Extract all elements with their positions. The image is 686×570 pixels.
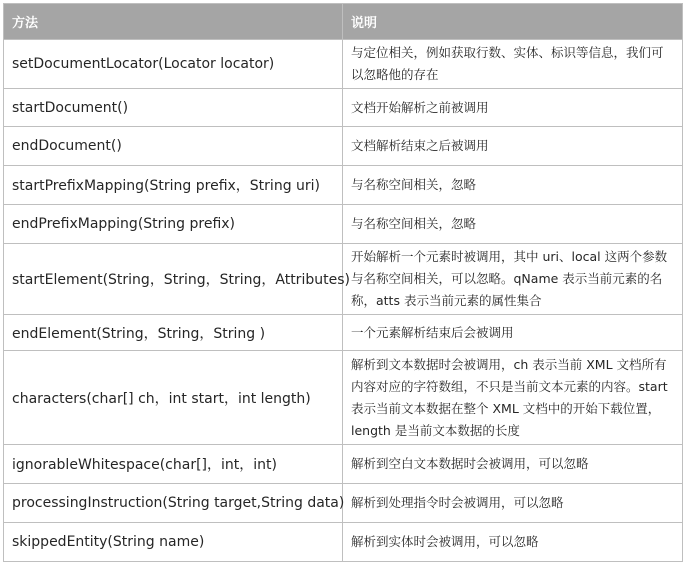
- table-row: [4, 205, 683, 244]
- table-row: [4, 40, 683, 89]
- table-row: [4, 127, 683, 166]
- method-cell: characters(char[] ch，int start，int length): [4, 351, 343, 445]
- description-cell: 解析到空白文本数据时会被调用，可以忽略: [343, 445, 683, 484]
- description-cell: 开始解析一个元素时被调用，其中 uri、local 这两个参数与名称空间相关，可以忽略。qName 表示当前元素的名称，atts 表示当前元素的属性集合: [343, 244, 683, 315]
- method-cell: endDocument(): [4, 127, 343, 166]
- table-row: [4, 166, 683, 205]
- method-cell: startPrefixMapping(String prefix，String uri): [4, 166, 343, 205]
- description-cell: 解析到处理指令时会被调用，可以忽略: [343, 484, 683, 523]
- table-container: [3, 3, 682, 562]
- description-cell: 与定位相关，例如获取行数、实体、标识等信息，我们可以忽略他的存在: [343, 40, 683, 89]
- table-header-row: [4, 4, 683, 40]
- table-row: [4, 351, 683, 445]
- description-cell: 解析到文本数据时会被调用，ch 表示当前 XML 文档所有内容对应的字符数组，不只是当前文本元素的内容。start 表示当前文本数据在整个 XML 文档中的开始下载位置，length 是当前文本数据的长度: [343, 351, 683, 445]
- header-description: 说明: [343, 4, 683, 40]
- method-cell: skippedEntity(String name): [4, 523, 343, 562]
- method-cell: endElement(String，String，String ): [4, 315, 343, 351]
- method-cell: setDocumentLocator(Locator locator): [4, 40, 343, 89]
- table-row: [4, 523, 683, 562]
- table-row: [4, 315, 683, 351]
- description-cell: 与名称空间相关，忽略: [343, 166, 683, 205]
- description-cell: 文档开始解析之前被调用: [343, 89, 683, 127]
- description-cell: 解析到实体时会被调用，可以忽略: [343, 523, 683, 562]
- table-row: [4, 244, 683, 315]
- table-row: [4, 89, 683, 127]
- method-cell: startElement(String，String，String，Attributes): [4, 244, 343, 315]
- description-cell: 一个元素解析结束后会被调用: [343, 315, 683, 351]
- method-cell: processingInstruction(String target,String data): [4, 484, 343, 523]
- table-row: [4, 484, 683, 523]
- table-row: [4, 445, 683, 484]
- description-cell: 文档解析结束之后被调用: [343, 127, 683, 166]
- description-cell: 与名称空间相关，忽略: [343, 205, 683, 244]
- method-cell: endPrefixMapping(String prefix): [4, 205, 343, 244]
- method-cell: ignorableWhitespace(char[]，int，int): [4, 445, 343, 484]
- header-method: 方法: [4, 4, 343, 40]
- method-cell: startDocument(): [4, 89, 343, 127]
- sax-methods-table: [3, 3, 683, 562]
